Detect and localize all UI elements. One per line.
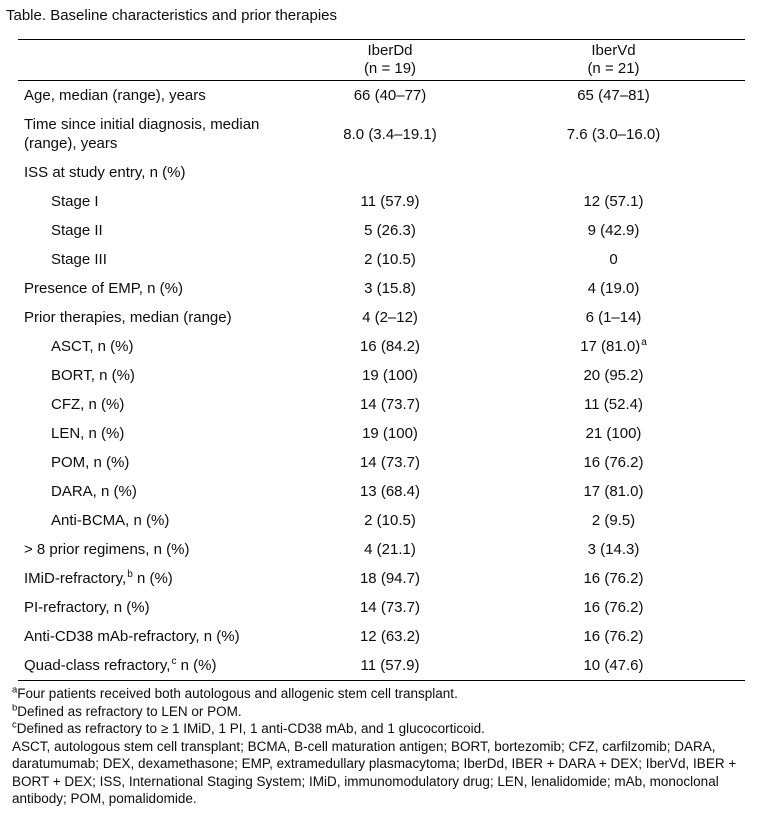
footnote-c: [12, 720, 760, 738]
value-ibervd: 9 (42.9): [587, 222, 640, 239]
value-ibervd: 16 (76.2): [583, 570, 644, 587]
value-iberdd: 16 (84.2): [359, 338, 421, 355]
row-label: [18, 564, 298, 593]
row-label: BORT, n (%): [51, 367, 135, 384]
footnote-c-marker: c: [12, 719, 17, 731]
label-text: IMiD-refractory,: [24, 570, 127, 587]
table-row-dara: [18, 477, 745, 506]
value-ibervd: 12 (57.1): [583, 193, 644, 210]
table-row-anti-bcma: [18, 506, 745, 535]
value-iberdd: 2 (10.5): [364, 512, 416, 529]
table-row-imid-refractory: [18, 564, 745, 593]
value-iberdd: 4 (2–12): [362, 309, 418, 326]
value-ibervd: 4 (19.0): [587, 280, 640, 297]
column-name: IberDd: [367, 42, 413, 59]
row-label: Anti-BCMA, n (%): [51, 512, 170, 529]
value-iberdd: 14 (73.7): [359, 599, 421, 616]
footnotes: [12, 685, 760, 808]
row-label: Age, median (range), years: [24, 87, 206, 104]
value-iberdd: 11 (57.9): [360, 193, 420, 210]
table-row-stage-3: [18, 245, 745, 274]
value-iberdd: 12 (63.2): [359, 628, 421, 645]
table-row-stage-2: [18, 216, 745, 245]
value-iberdd: 5 (26.3): [364, 222, 416, 239]
value-ibervd: 16 (76.2): [583, 599, 644, 616]
table-row-age: [18, 81, 745, 111]
label-text-end: n (%): [132, 570, 173, 587]
table-row-iss: [18, 158, 745, 187]
row-label: Stage I: [51, 193, 99, 210]
footnote-marker-a: a: [641, 337, 647, 348]
row-label: Stage III: [51, 251, 107, 268]
value-iberdd: 18 (94.7): [359, 570, 421, 587]
table-row-time-since-diagnosis: [18, 110, 745, 158]
value-iberdd: 4 (21.1): [364, 541, 416, 558]
row-label: Presence of EMP, n (%): [24, 280, 183, 297]
table-row-stage-1: [18, 187, 745, 216]
value-ibervd: 10 (47.6): [583, 657, 644, 674]
column-n: (n = 19): [363, 60, 417, 77]
footnote-b: [12, 703, 760, 721]
row-label: POM, n (%): [51, 454, 130, 471]
row-label: > 8 prior regimens, n (%): [24, 541, 190, 558]
value-iberdd: 8.0 (3.4–19.1): [343, 125, 437, 143]
value-iberdd: 14 (73.7): [359, 454, 421, 471]
footnote-b-text: Defined as refractory to LEN or POM.: [17, 703, 242, 719]
column-name: IberVd: [591, 42, 636, 59]
table-row-anti-cd38-refractory: [18, 622, 745, 651]
value-iberdd: 13 (68.4): [359, 483, 421, 500]
value-iberdd: [298, 158, 482, 187]
table-body: [18, 81, 745, 681]
value-ibervd: [482, 332, 745, 361]
footnote-marker-c: c: [171, 656, 177, 667]
row-label: Prior therapies, median (range): [24, 309, 232, 326]
table-row-emp: [18, 274, 745, 303]
table-row-pi-refractory: [18, 593, 745, 622]
column-header-ibervd: [482, 40, 745, 81]
value-ibervd: 17 (81.0): [583, 483, 644, 500]
value-ibervd: 11 (52.4): [584, 396, 643, 413]
value-iberdd: 19 (100): [362, 367, 418, 384]
label-text-end: n (%): [176, 657, 217, 674]
value-iberdd: 3 (15.8): [364, 280, 416, 297]
baseline-characteristics-table: [18, 39, 745, 681]
footnote-a-text: Four patients received both autologous and allogenic stem cell transplant.: [17, 686, 458, 701]
table-title: Table. Baseline characteristics and prior therapies: [6, 7, 338, 24]
value-ibervd: [482, 158, 745, 187]
value-ibervd: 20 (95.2): [583, 367, 644, 384]
table-row-len: [18, 419, 745, 448]
value-ibervd: 0: [609, 251, 618, 268]
table-header: [18, 40, 745, 81]
label-text: Quad-class refractory,: [24, 657, 171, 674]
table-row-prior-therapies: [18, 303, 745, 332]
value-text: 17 (81.0): [580, 338, 641, 355]
footnote-a: [12, 685, 760, 703]
row-label: DARA, n (%): [51, 483, 137, 500]
value-ibervd: 3 (14.3): [587, 541, 640, 558]
footnote-marker-b: b: [127, 569, 133, 580]
row-label: ISS at study entry, n (%): [24, 164, 186, 181]
table-row-quad-class-refractory: [18, 651, 745, 681]
value-ibervd: 6 (1–14): [585, 309, 642, 326]
table-row-asct: [18, 332, 745, 361]
value-ibervd: 16 (76.2): [583, 454, 644, 471]
row-label: Anti-CD38 mAb-refractory, n (%): [24, 628, 240, 645]
table-row-pom: [18, 448, 745, 477]
row-label: PI-refractory, n (%): [24, 599, 150, 616]
value-ibervd: 16 (76.2): [583, 628, 644, 645]
table-row-bort: [18, 361, 745, 390]
row-label: Time since initial diagnosis, median (range), years: [24, 116, 260, 152]
value-ibervd: 21 (100): [585, 425, 642, 442]
abbreviations-note: ASCT, autologous stem cell transplant; BCMA, B-cell maturation antigen; BORT, bortezomib; CFZ, carfilzomib; DARA, daratumumab; DEX, dexamethasone; EMP, extramedullary plasmacytoma; IberDd, IBER + DARA + DEX; IberVd, IBER + BORT + DEX; ISS, International Staging System; IMiD, immunomodulatory drug; LEN, lenalidomide; mAb, monoclonal antibody; POM, pomalidomide.: [12, 738, 737, 806]
header-empty-cell: [18, 40, 298, 81]
row-label: ASCT, n (%): [51, 338, 134, 355]
value-ibervd: 7.6 (3.0–16.0): [566, 125, 661, 143]
footnote-c-text: Defined as refractory to ≥ 1 IMiD, 1 PI, 1 anti-CD38 mAb, and 1 glucocorticoid.: [16, 721, 485, 736]
value-ibervd: 65 (47–81): [577, 87, 650, 104]
row-label: Stage II: [51, 222, 103, 239]
value-iberdd: 19 (100): [362, 425, 418, 442]
column-n: (n = 21): [587, 60, 640, 77]
value-ibervd: 2 (9.5): [591, 512, 636, 529]
value-iberdd: 66 (40–77): [353, 87, 427, 104]
header-row: [18, 40, 745, 81]
footnote-b-marker: b: [12, 702, 18, 713]
column-header-iberdd: [298, 40, 482, 81]
footnote-a-marker: a: [12, 684, 18, 696]
value-iberdd: 11 (57.9): [360, 657, 420, 674]
row-label: [18, 651, 298, 681]
row-label: CFZ, n (%): [51, 396, 125, 413]
value-iberdd: 2 (10.5): [364, 251, 416, 268]
table-row-cfz: [18, 390, 745, 419]
table-row-gt8-regimens: [18, 535, 745, 564]
value-iberdd: 14 (73.7): [359, 396, 421, 413]
row-label: LEN, n (%): [51, 425, 125, 442]
